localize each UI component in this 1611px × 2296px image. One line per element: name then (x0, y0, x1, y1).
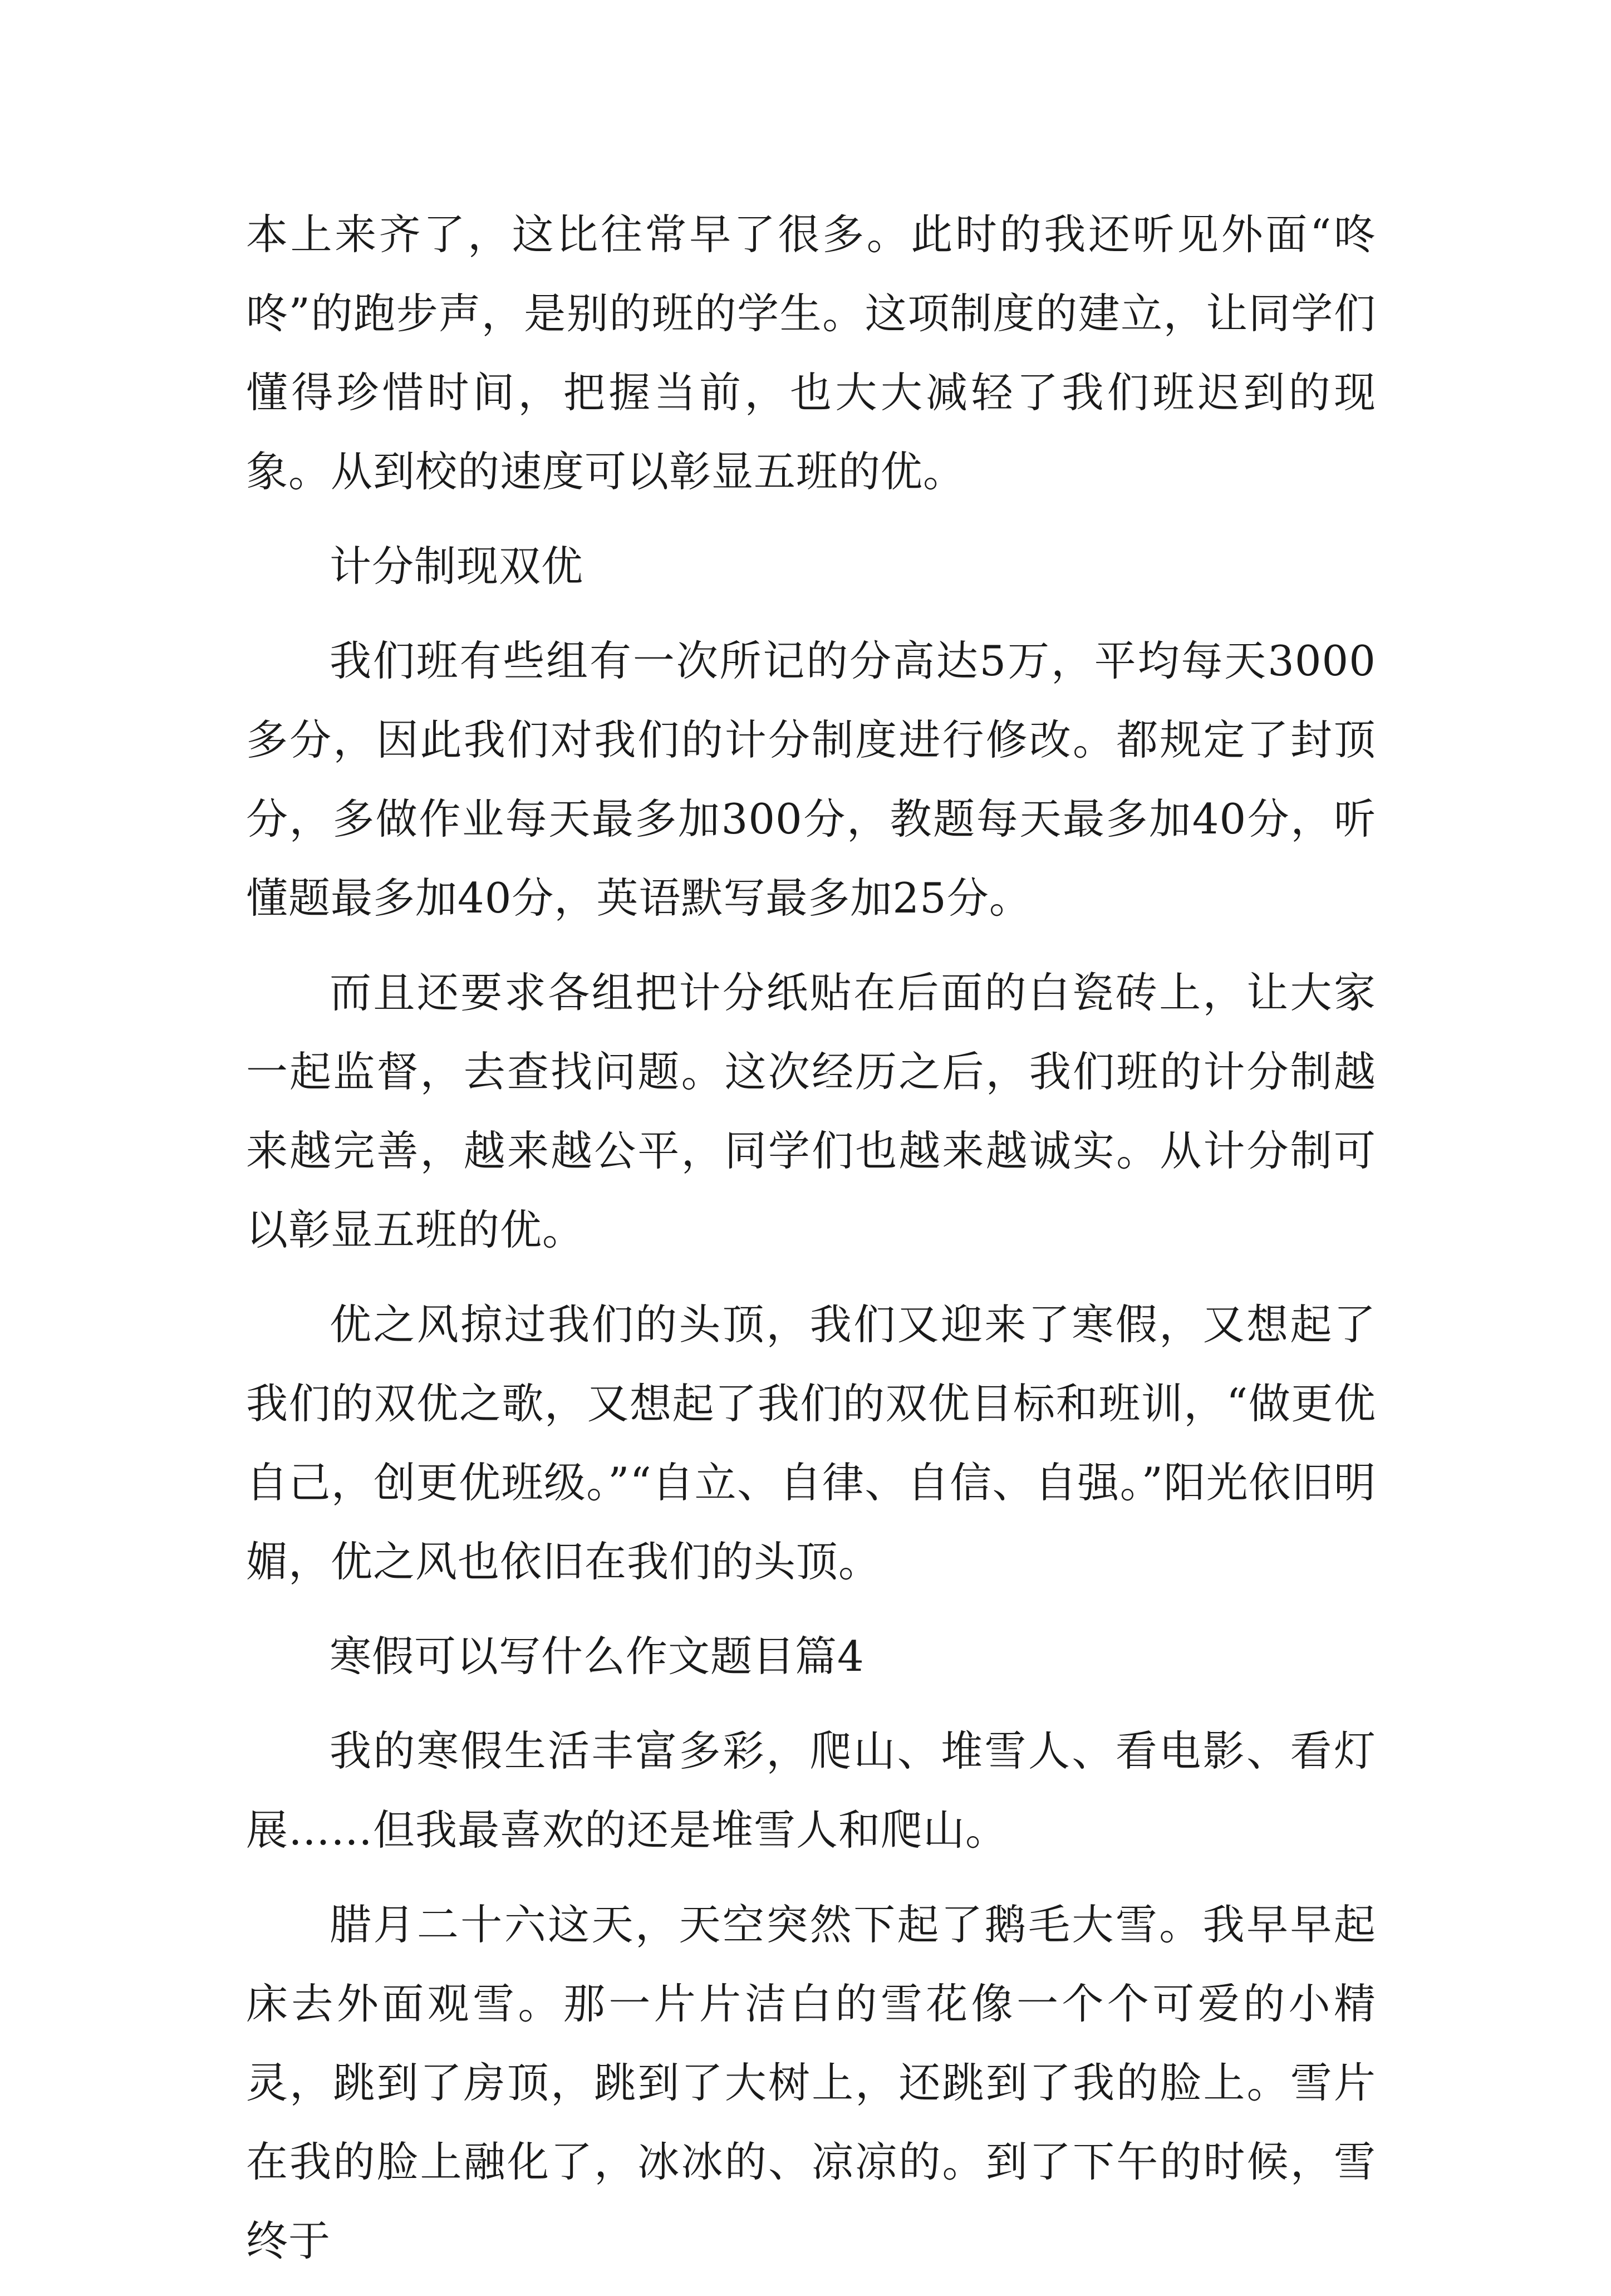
paragraph-winter-break-reflection: 优之风掠过我们的头顶，我们又迎来了寒假，又想起了我们的双优之歌，又想起了我们的双优目标和班训，“做更优自己，创更优班级。”“自立、自律、自信、自强。”阳光依旧明媚，优之风也依旧在我们的头顶。 (246, 1300, 1376, 1586)
paragraph-winter-activities: 我的寒假生活丰富多彩，爬山、堆雪人、看电影、看灯展……但我最喜欢的还是堆雪人和爬山。 (246, 1726, 1376, 1855)
section-heading-scoring-system: 计分制现双优 (330, 542, 584, 591)
paragraph-scoring-limits: 我们班有些组有一次所记的分高达5万，平均每天3000多分，因此我们对我们的计分制度进行修改。都规定了封顶分，多做作业每天最多加300分，教题每天最多加40分，听懂题最多加40分，英语默写最多加25分。 (246, 636, 1376, 923)
paragraph-scoring-supervision: 而且还要求各组把计分纸贴在后面的白瓷砖上，让大家一起监督，去查找问题。这次经历之后，我们班的计分制越来越完善，越来越公平，同学们也越来越诚实。从计分制可以彰显五班的优。 (246, 968, 1376, 1254)
document-body (246, 195, 1376, 2296)
paragraph-continued-from-previous-page: 本上来齐了，这比往常早了很多。此时的我还听见外面“咚咚”的跑步声，是别的班的学生。这项制度的建立，让同学们懂得珍惜时间，把握当前，也大大减轻了我们班迟到的现象。从到校的速度可以彰显五班的优。 (246, 210, 1376, 496)
article-heading-essay-4: 寒假可以写什么作文题目篇4 (330, 1632, 865, 1681)
paragraph-snow-day: 腊月二十六这天，天空突然下起了鹅毛大雪。我早早起床去外面观雪。那一片片洁白的雪花像一个个可爱的小精灵，跳到了房顶，跳到了大树上，还跳到了我的脸上。雪片在我的脸上融化了，冰冰的、凉凉的。到了下午的时候，雪终于 (246, 1900, 1376, 2265)
